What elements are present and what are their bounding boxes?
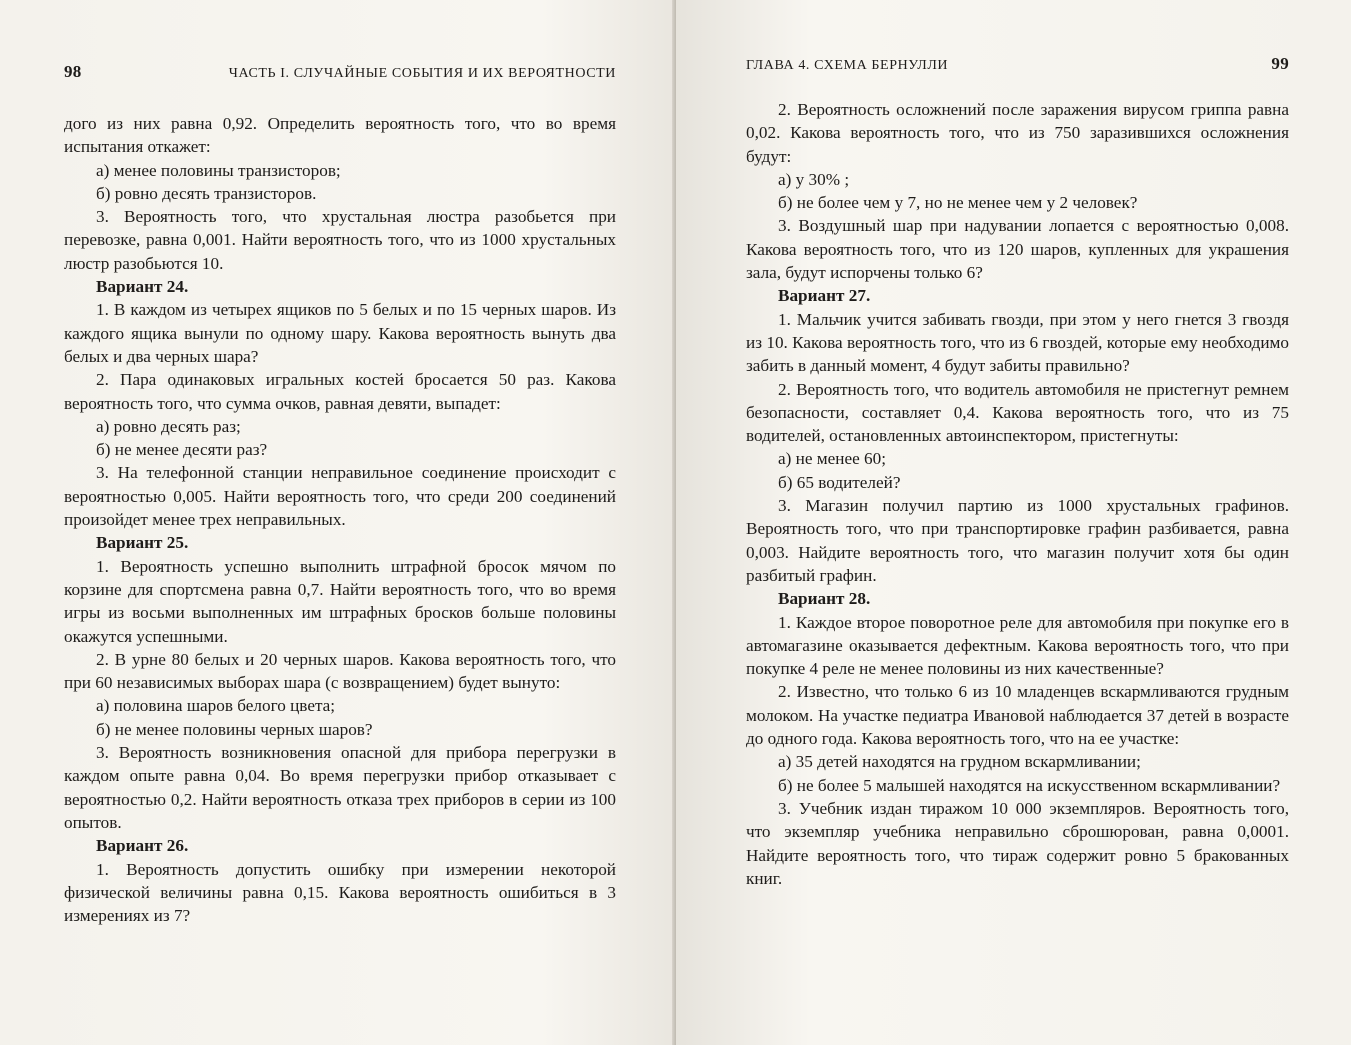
paragraph: б) ровно десять транзисторов. bbox=[96, 183, 317, 203]
paragraph: б) не менее половины черных шаров? bbox=[96, 719, 373, 739]
paragraph: 3. Магазин получил партию из 1000 хрустальных графинов. Вероятность того, что при транспортировке графин разбивается, равна 0,003. Найдите вероятность того, что магазин получит хотя бы один разбитый графин. bbox=[746, 496, 1289, 585]
paragraph: 2. Пара одинаковых игральных костей бросается 50 раз. Какова вероятность того, что сумма очков, равная девяти, выпадет: bbox=[64, 370, 616, 413]
paragraph: а) половина шаров белого цвета; bbox=[96, 696, 336, 716]
paragraph: 1. Каждое второе поворотное реле для автомобиля при покупке его в автомагазине оказывается дефектным. Какова вероятность того, что при покупке 4 реле не менее половины из них качественные? bbox=[746, 612, 1289, 679]
paragraph: 1. Мальчик учится забивать гвозди, при этом у него гнется 3 гвоздя из 10. Какова вероятность того, что из 6 гвоздей, которые ему необходимо забить в данный момент, 4 будут забиты правильно? bbox=[746, 309, 1289, 376]
paragraph: б) не менее десяти раз? bbox=[96, 440, 268, 460]
paragraph: дого из них равна 0,92. Определить вероятность того, что во время испытания откажет: bbox=[64, 114, 616, 157]
variant-heading: Вариант 28. bbox=[778, 589, 871, 609]
paragraph: а) 35 детей находятся на грудном вскармливании; bbox=[778, 752, 1141, 772]
paragraph: 3. Вероятность того, что хрустальная люстра разобьется при перевозке, равна 0,001. Найти вероятность того, что из 1000 хрустальных люстр разобьются 10. bbox=[64, 207, 616, 273]
right-page bbox=[676, 0, 1351, 1045]
paragraph: 3. Вероятность возникновения опасной для прибора перегрузки в каждом опыте равна 0,04. Во время перегрузки прибор отказывает с вероятностью 0,2. Найти вероятность отказа трех приборов в серии из 100 опытов. bbox=[64, 743, 616, 832]
paragraph: а) не менее 60; bbox=[778, 449, 886, 469]
left-page-number: 98 bbox=[64, 62, 82, 81]
left-running-head: ЧАСТЬ I. СЛУЧАЙНЫЕ СОБЫТИЯ И ИХ ВЕРОЯТНОСТИ bbox=[228, 66, 616, 81]
variant-heading: Вариант 26. bbox=[96, 836, 189, 856]
variant-heading: Вариант 27. bbox=[778, 286, 871, 306]
paragraph: 3. На телефонной станции неправильное соединение происходит с вероятностью 0,005. Найти вероятность того, что среди 200 соединений произойдет менее трех неправильных. bbox=[64, 463, 616, 530]
paragraph: 1. Вероятность успешно выполнить штрафной бросок мячом по корзине для спортсмена равна 0,7. Найти вероятность того, что во время игры из восьми выполненных им штрафных бросков больше половины окажутся успешными. bbox=[64, 556, 616, 646]
paragraph: 2. Вероятность осложнений после заражения вирусом гриппа равна 0,02. Какова вероятность того, что из 750 заразившихся осложнения будут: bbox=[746, 100, 1289, 166]
paragraph: а) ровно десять раз; bbox=[96, 416, 241, 436]
paragraph: а) у 30% ; bbox=[778, 169, 850, 189]
right-page-number: 99 bbox=[1271, 54, 1289, 73]
variant-heading: Вариант 25. bbox=[96, 533, 189, 553]
paragraph: 2. Известно, что только 6 из 10 младенцев вскармливаются грудным молоком. На участке педиатра Ивановой наблюдается 37 детей в возрасте до одного года. Какова вероятность того, что на ее участке: bbox=[746, 682, 1289, 749]
paragraph: 1. Вероятность допустить ошибку при измерении некоторой физической величины равна 0,15. Какова вероятность ошибиться в 3 измерениях из 7? bbox=[64, 859, 616, 926]
paragraph: 2. В урне 80 белых и 20 черных шаров. Какова вероятность того, что при 60 независимых выборах шара (с возвращением) будет вынуто: bbox=[64, 649, 616, 693]
right-page-header bbox=[746, 54, 1289, 78]
right-running-head: ГЛАВА 4. СХЕМА БЕРНУЛЛИ bbox=[746, 58, 949, 73]
left-page-header bbox=[64, 62, 616, 86]
paragraph: а) менее половины транзисторов; bbox=[96, 160, 341, 180]
paragraph: 3. Учебник издан тиражом 10 000 экземпляров. Вероятность того, что экземпляр учебника неправильно сброшюрован, равна 0,0001. Найдите вероятность того, что тираж содержит ровно 5 бракованных книг. bbox=[746, 798, 1289, 888]
right-page-text bbox=[746, 98, 1289, 890]
paragraph: 1. В каждом из четырех ящиков по 5 белых и по 15 черных шаров. Из каждого ящика вынули по одному шару. Какова вероятность вынуть два белых и два черных шара? bbox=[64, 300, 616, 366]
paragraph: 2. Вероятность того, что водитель автомобиля не пристегнут ремнем безопасности, составляет 0,4. Какова вероятность того, что из 75 водителей, остановленных автоинспектором, пристегнуты: bbox=[746, 379, 1289, 446]
paragraph: б) не более чем у 7, но не менее чем у 2 человек? bbox=[778, 193, 1138, 213]
left-page-text bbox=[64, 112, 616, 927]
variant-heading: Вариант 24. bbox=[96, 277, 189, 297]
paragraph: б) 65 водителей? bbox=[778, 472, 901, 492]
paragraph: б) не более 5 малышей находятся на искусственном вскармливании? bbox=[778, 775, 1281, 795]
paragraph: 3. Воздушный шар при надувании лопается с вероятностью 0,008. Какова вероятность того, что из 120 шаров, купленных для украшения зала, будут испорчены только 6? bbox=[746, 216, 1289, 283]
